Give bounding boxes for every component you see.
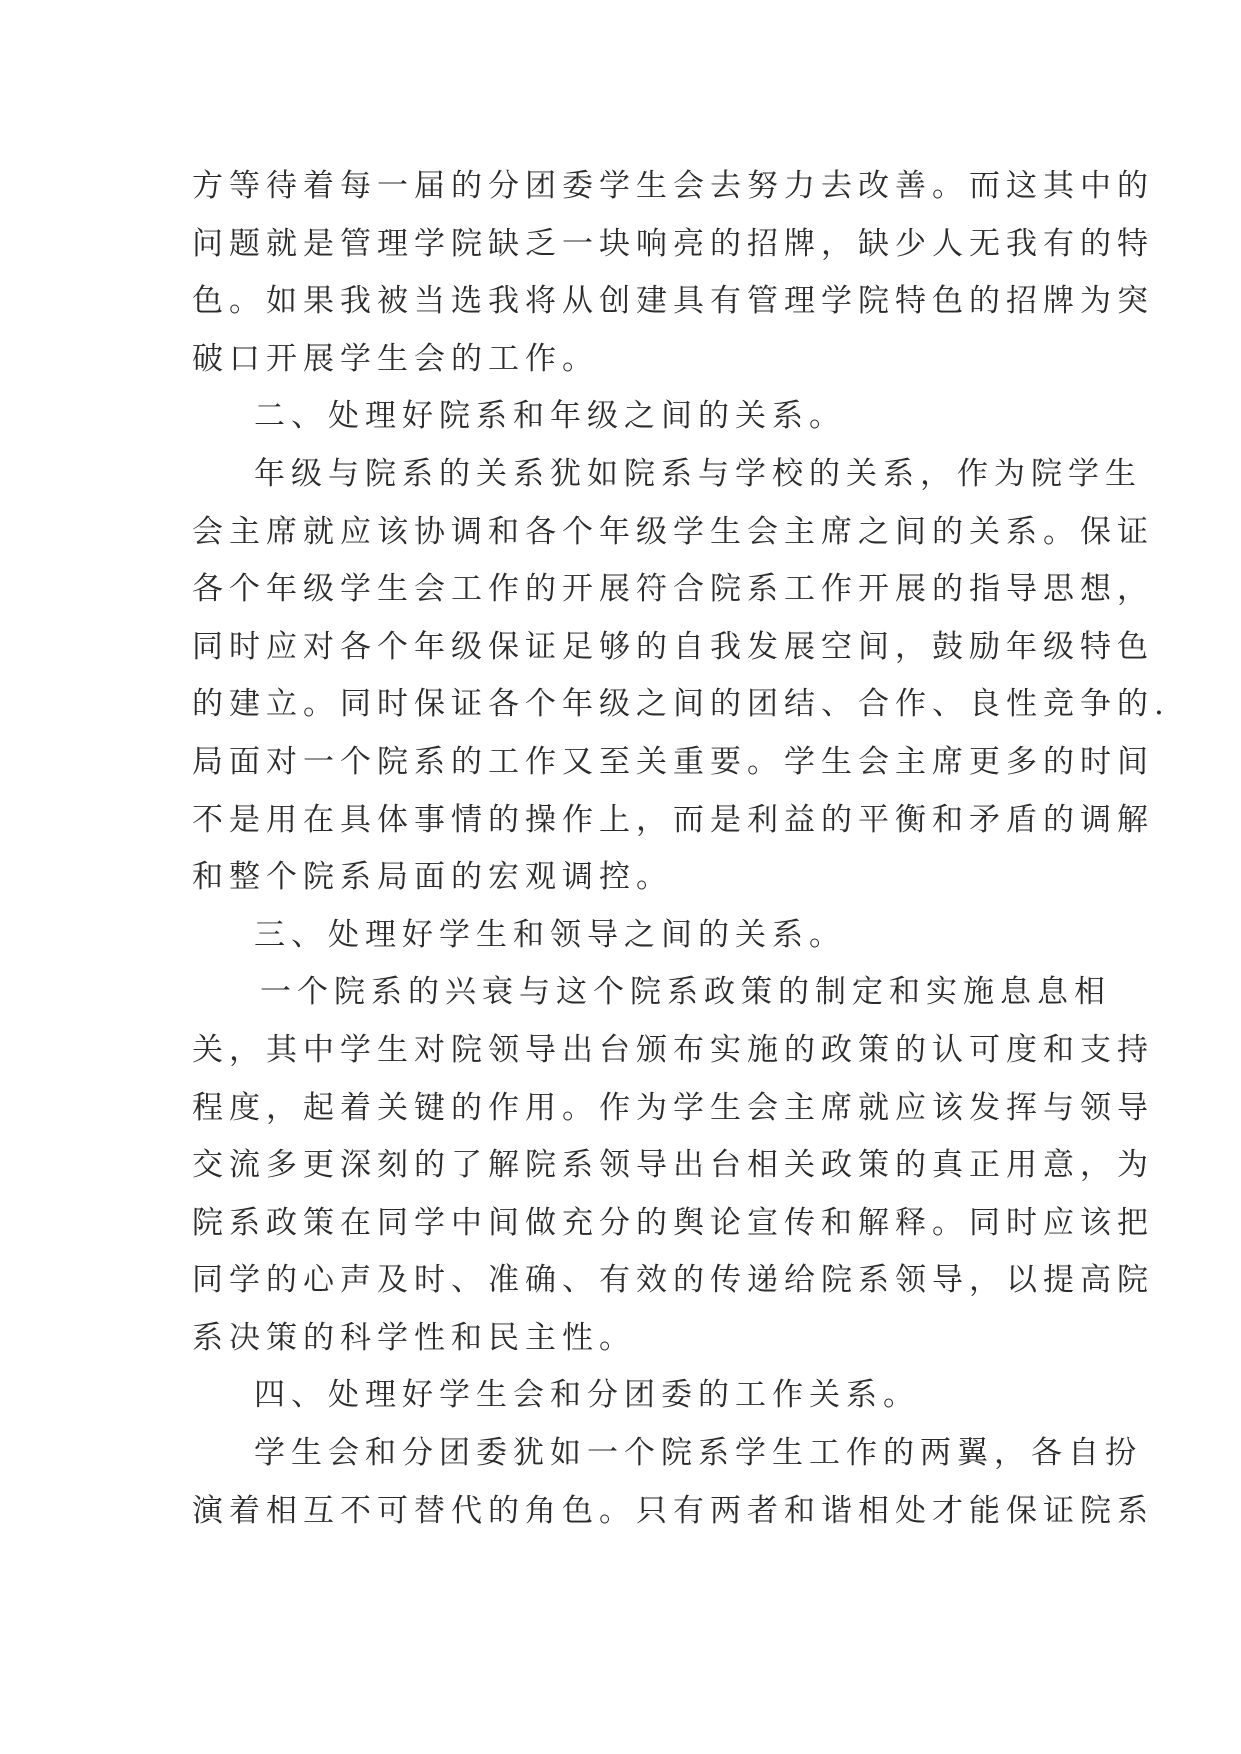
paragraph-line: 破口开展学生会的工作。 [192,340,599,377]
paragraph-line: 学生会和分团委犹如一个院系学生工作的两翼，各自扮 [254,1435,1142,1472]
paragraph-line: 色。如果我被当选我将从创建具有管理学院特色的招牌为突 [192,283,1154,320]
paragraph-line: 系决策的科学性和民主性。 [192,1319,636,1356]
body-text [192,158,1170,1540]
paragraph-line: 和整个院系局面的宏观调控。 [192,859,673,896]
paragraph-line: 问题就是管理学院缺乏一块响亮的招牌，缺少人无我有的特 [192,225,1154,262]
paragraph-line: 院系政策在同学中间做充分的舆论宣传和解释。同时应该把 [192,1204,1154,1241]
paragraph-line: 交流多更深刻的了解院系领导出台相关政策的真正用意，为 [192,1147,1154,1184]
paragraph-line: 程度，起着关键的作用。作为学生会主席就应该发挥与领导 [192,1089,1154,1126]
section-heading: 二、处理好院系和年级之间的关系。 [254,398,846,435]
paragraph-line: 演着相互不可替代的角色。只有两者和谐相处才能保证院系 [192,1492,1154,1529]
paragraph-line: 各个年级学生会工作的开展符合院系工作开展的指导思想， [192,571,1154,608]
paragraph-line: 的建立。同时保证各个年级之间的团结、合作、良性竞争的. [192,686,1170,723]
section-heading: 三、处理好学生和领导之间的关系。 [254,916,846,953]
paragraph-line: 局面对一个院系的工作又至关重要。学生会主席更多的时间 [192,743,1154,780]
paragraph-line: 关，其中学生对院领导出台颁布实施的政策的认可度和支持 [192,1031,1154,1068]
paragraph-line: 不是用在具体事情的操作上，而是利益的平衡和矛盾的调解 [192,801,1154,838]
paragraph-line: 同时应对各个年级保证足够的自我发展空间，鼓励年级特色 [192,628,1154,665]
paragraph-line: 一个院系的兴衰与这个院系政策的制定和实施息息相 [260,974,1111,1011]
section-heading: 四、处理好学生会和分团委的工作关系。 [254,1377,920,1414]
paragraph-line: 会主席就应该协调和各个年级学生会主席之间的关系。保证 [192,513,1154,550]
paragraph-line: 同学的心声及时、准确、有效的传递给院系领导，以提高院 [192,1262,1154,1299]
paragraph-line: 方等待着每一届的分团委学生会去努力去改善。而这其中的 [192,168,1154,204]
paragraph-line: 年级与院系的关系犹如院系与学校的关系，作为院学生 [254,455,1142,492]
